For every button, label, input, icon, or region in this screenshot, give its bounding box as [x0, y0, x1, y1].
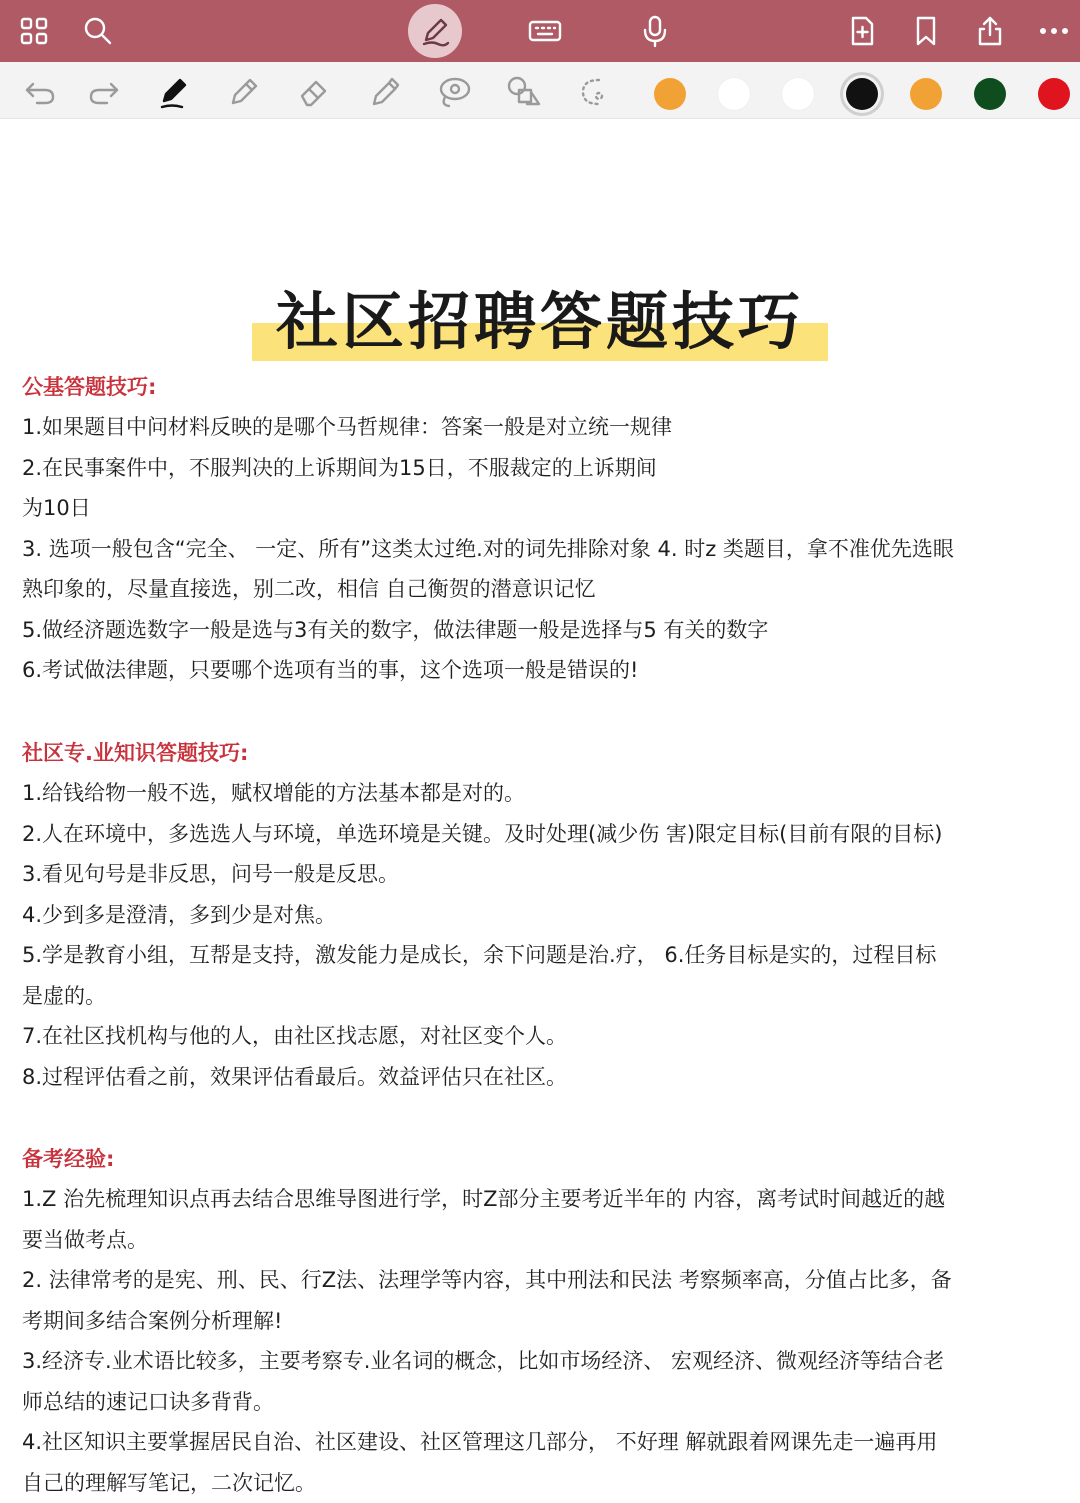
color-swatch-green[interactable]: [974, 78, 1006, 110]
note-line: 4.社区知识主要掌握居民自治、社区建设、社区管理这几部分， 不好理 解就跟着网课先走一遍再用: [22, 1422, 1058, 1463]
lasso-icon[interactable]: [434, 72, 474, 112]
section-heading: 社区专.业知识答题技巧:: [22, 733, 1058, 773]
pencil-icon[interactable]: [224, 72, 264, 112]
redo-icon[interactable]: [84, 72, 124, 112]
note-line: 3.看见句号是非反思，问号一般是反思。: [22, 854, 1058, 895]
note-line: 5.学是教育小组，互帮是支持，激发能力是成长，余下问题是治.疗， 6.任务目标是实的，过程目标: [22, 935, 1058, 976]
keyboard-icon[interactable]: [525, 11, 565, 51]
note-line: 1.Z 治先梳理知识点再去结合思维导图进行学，时Z部分主要考近半年的 内容，离考试时间越近的越: [22, 1179, 1058, 1220]
note-line: 6.考试做法律题，只要哪个选项有当的事，这个选项一般是错误的!: [22, 650, 1058, 691]
note-line: 2.在民事案件中，不服判决的上诉期间为15日，不服裁定的上诉期间: [22, 448, 1058, 489]
note-line: 熟印象的，尽量直接选，别二改，相信 自己衡贺的潜意识记忆: [22, 569, 1058, 610]
note-line: 考期间多结合案例分析理解!: [22, 1301, 1058, 1342]
note-line: 1.给钱给物一般不选，赋权增能的方法基本都是对的。: [22, 773, 1058, 814]
note-line: 3. 选项一般包含“完全、 一定、所有”这类太过绝.对的词先排除对象 4. 时z 类题目，拿不准优先选眼: [22, 529, 1058, 570]
note-line: 自己的理解写笔记，二次记忆。: [22, 1463, 1058, 1503]
highlighter-icon[interactable]: [364, 72, 404, 112]
share-icon[interactable]: [970, 11, 1010, 51]
shapes-icon[interactable]: [504, 72, 544, 112]
color-swatch-orange[interactable]: [654, 78, 686, 110]
section-community-knowledge: [22, 733, 1058, 1097]
color-swatch-black-selected[interactable]: [846, 78, 878, 110]
color-swatch-white[interactable]: [782, 78, 814, 110]
laser-icon[interactable]: [574, 72, 614, 112]
app-top-bar: [0, 0, 1080, 62]
note-line: 师总结的速记口诀多背背。: [22, 1382, 1058, 1423]
more-icon[interactable]: [1034, 11, 1074, 51]
note-line: 2. 法律常考的是宪、刑、民、行Z法、法理学等内容，其中刑法和民法 考察频率高，分值占比多，备: [22, 1260, 1058, 1301]
section-heading: 备考经验:: [22, 1139, 1058, 1179]
section-exam-prep: [22, 1139, 1058, 1503]
eraser-icon[interactable]: [294, 72, 334, 112]
color-swatch-red[interactable]: [1038, 78, 1070, 110]
note-line: 3.经济专.业术语比较多，主要考察专.业名词的概念，比如市场经济、 宏观经济、微观经济等结合老: [22, 1341, 1058, 1382]
grid-icon[interactable]: [14, 11, 54, 51]
add-page-icon[interactable]: [842, 11, 882, 51]
note-title: 社区招聘答题技巧: [252, 283, 828, 361]
pen-mode-button[interactable]: [408, 4, 462, 58]
note-line: 是虚的。: [22, 976, 1058, 1017]
color-swatch-orange[interactable]: [910, 78, 942, 110]
note-line: 2.人在环境中，多选选人与环境，单选环境是关键。及时处理(减少伤 害)限定目标(目前有限的目标): [22, 814, 1058, 855]
bookmark-icon[interactable]: [906, 11, 946, 51]
section-public-basics: [22, 367, 1058, 691]
microphone-icon[interactable]: [635, 11, 675, 51]
note-line: 1.如果题目中问材料反映的是哪个马哲规律：答案一般是对立统一规律: [22, 407, 1058, 448]
undo-icon[interactable]: [20, 72, 60, 112]
note-line: 4.少到多是澄清，多到少是对焦。: [22, 895, 1058, 936]
section-heading: 公基答题技巧:: [22, 367, 1058, 407]
note-line: 7.在社区找机构与他的人，由社区找志愿，对社区变个人。: [22, 1016, 1058, 1057]
color-swatch-white[interactable]: [718, 78, 750, 110]
note-line: 为10日: [22, 488, 1058, 529]
note-line: 要当做考点。: [22, 1220, 1058, 1261]
note-line: 8.过程评估看之前，效果评估看最后。效益评估只在社区。: [22, 1057, 1058, 1098]
search-icon[interactable]: [78, 11, 118, 51]
note-line: 5.做经济题选数字一般是选与3有关的数字，做法律题一般是选择与5 有关的数字: [22, 610, 1058, 651]
pen-icon: [156, 73, 192, 111]
pen-tool[interactable]: [154, 72, 194, 112]
pen-icon: [418, 14, 452, 48]
